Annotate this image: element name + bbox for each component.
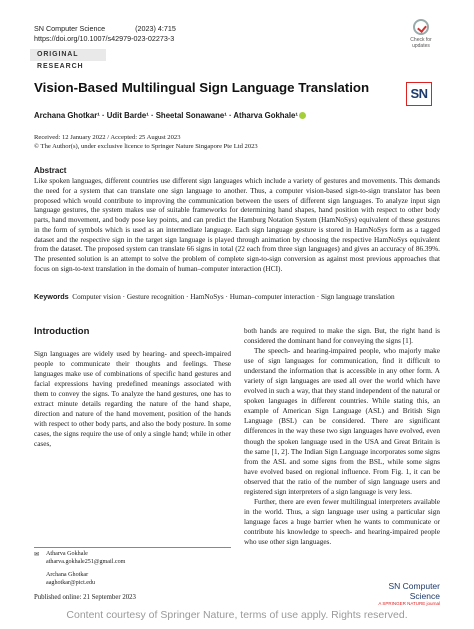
keywords [34, 292, 440, 303]
section-badge: ORIGINAL RESEARCH [30, 49, 106, 61]
intro-paragraph-4: Further, there are even fewer multilingual interpreters available in the world. Thus, a sign language user using a particular sign language faces a huge barrier when he wants to communicate or contribute his knowledge to speech- and hearing-impaired people who use other sign languages. [244, 497, 440, 546]
received-accepted: Received: 12 January 2022 / Accepted: 25 August 2023 [34, 134, 181, 141]
correspondence-block: ✉ Atharva Gokhale atharva.gokhale251@gmail.com [34, 551, 234, 569]
copyright-line: © The Author(s), under exclusive licence to Springer Nature Singapore Pte Ltd 2023 [34, 142, 258, 150]
published-online: Published online: 21 September 2023 [34, 594, 136, 601]
paper-title: Vision-Based Multilingual Sign Language Translation [34, 80, 370, 95]
sn-logo: SN [406, 82, 432, 106]
check-icon [413, 19, 429, 35]
abstract-text: Like spoken languages, different countries use different sign languages which include a variety of gestures and movements. This demands the need for a system that can translate one sign language to another. Thus, a computer vision-based sign-to-sign translator has been proposed which would contribute to improving the communication between the users of different sign languages. To analyze input sign language gestures, the system makes use of suitable frameworks for determining hand shapes, hand position with respect to other body parts, hand movement, and body pose key points, and can predict the Hamburg Notation System (HamNoSys) equivalent of these gestures in the form of symbols which is used as an intermediate language. Each sign language gesture is stored in HamNoSys form as a tagged dataset and the respective sign in the target sign language is played through animation by choosing the respective HamNoSys equivalent from the dataset. The proposed system can translate 66 signs in total (22 each from three sign languages) and gives an accuracy of 86.39%. The presented solution is an attempt to solve the problem of complete sign-to-sign conversion as against most previous approaches that focus on sign-to-text translation in the domain of human–computer interaction (HCI). [34, 177, 440, 273]
email-link[interactable]: atharva.gokhale251@gmail.com [46, 558, 126, 565]
journal-name: SN Computer Science [34, 24, 106, 33]
email-link[interactable]: aaghotkar@pict.edu [46, 579, 96, 586]
footer-brand: SN Computer Science A SPRINGER NATURE journal [360, 581, 440, 606]
volume-info: (2023) 4:715 [135, 24, 176, 33]
keywords-label: Keywords [34, 292, 69, 301]
article-dates [34, 134, 258, 152]
check-for-updates-badge[interactable]: Check for updates [402, 19, 440, 51]
envelope-icon: ✉ [34, 551, 40, 558]
footnote-divider [34, 547, 231, 548]
correspondence-block-2: Archana Ghotkar aaghotkar@pict.edu [34, 572, 234, 590]
intro-paragraph-2: both hands are required to make the sign. But, the right hand is considered the dominant hand for conveying the signs [1]. [244, 327, 440, 346]
doi-link[interactable]: https://doi.org/10.1007/s42979-023-02273-3 [34, 33, 175, 43]
abstract-heading: Abstract [34, 166, 67, 175]
left-column [34, 349, 231, 449]
intro-paragraph-1: Sign languages are widely used by hearing- and speech-impaired people to communicate their thoughts and feelings. These languages make use of combinations of specific hand gestures and facial expressions having predefined meanings associated with them to convey the signs. To analyze the hand gestures, one has to extract minute details regarding the nature of the hand shape, direction and nature of the hand movement, position of the hands with respect to other body parts, and also the body posture. In some cases, the signs require the use of only a single hand; while in other cases, [34, 350, 231, 449]
author-list: Archana Ghotkar¹ · Udit Barde¹ · Sheetal Sonawane¹ · Atharva Gokhale¹ [34, 111, 306, 120]
introduction-heading: Introduction [34, 326, 90, 337]
running-header [34, 24, 176, 43]
intro-paragraph-3: The speech- and hearing-impaired people, who majorly make use of sign languages for communication, find it difficult to understand the information that is accessible in any other form. A variety of sign languages are used all over the world which have evolved in such a way, that they stand independent of the natural or spoken languages in different countries. While stating this, an example of American Sign Language (ASL) and British Sign Language (BSL) can be considered. There are significant differences in the way these two sign languages have evolved, even though the spoken language used in the USA and Great Britain is the same [1, 2]. The Indian Sign Language incorporates some signs from the ASL and some signs from the BSL, while some signs have evolved based on regional influence. From Fig. 1, it can be observed that the ratio of the number of sign language users and registered sign interpreters of a sign language is very less. [244, 347, 440, 496]
courtesy-notice: Content courtesy of Springer Nature, terms of use apply. Rights reserved. [66, 609, 408, 621]
springer-nature-tag: A SPRINGER NATURE journal [378, 601, 440, 606]
right-column [244, 326, 440, 547]
keywords-text: Computer vision · Gesture recognition · HamNoSys · Human–computer interaction · Sign language translation [72, 293, 395, 301]
orcid-icon[interactable] [299, 112, 306, 119]
